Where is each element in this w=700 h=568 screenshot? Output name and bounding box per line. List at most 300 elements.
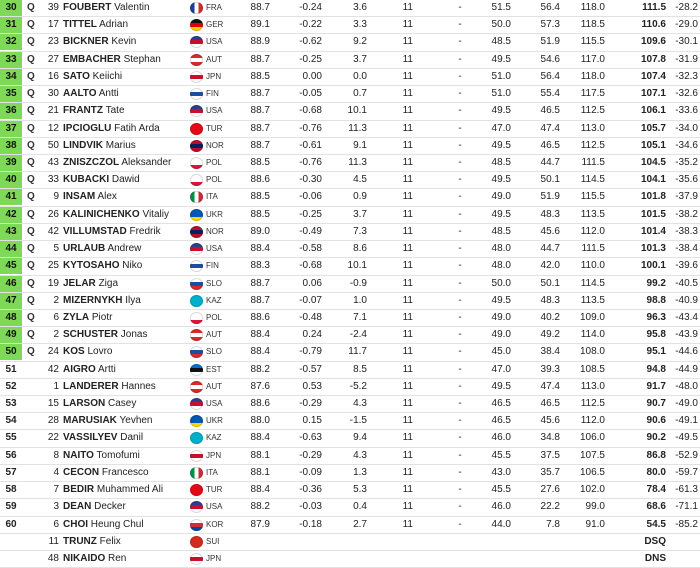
total-points: 111.5 xyxy=(642,2,666,13)
points-difference: -59.7 xyxy=(675,466,698,478)
stat-cell-c7: 57.3 xyxy=(540,19,560,31)
total-points: 104.1 xyxy=(640,174,666,186)
stat-cell-c3: 4.3 xyxy=(353,449,367,461)
stat-cell-c3: 4.5 xyxy=(353,174,367,186)
rank-cell: 32 xyxy=(0,34,22,50)
stat-cell-c2: 0.53 xyxy=(302,380,322,392)
stat-cell-c6: 49.5 xyxy=(491,53,511,65)
stat-cell-c7: 45.6 xyxy=(540,415,560,427)
athlete-firstname: Valentin xyxy=(114,2,150,13)
stat-cell-c3: 0.4 xyxy=(353,501,367,513)
stat-cell-c6: 47.0 xyxy=(491,363,511,375)
stat-cell-c6: 49.5 xyxy=(491,139,511,151)
stat-cell-c1: 88.7 xyxy=(250,122,270,134)
athlete-surname: MIZERNYKH xyxy=(63,294,123,306)
athlete-name[interactable] xyxy=(63,52,161,68)
athlete-name[interactable] xyxy=(63,69,122,85)
points-difference: -29.0 xyxy=(675,19,698,31)
stat-cell-c6: 50.0 xyxy=(491,277,511,289)
athlete-name[interactable] xyxy=(63,310,112,326)
stat-cell-c5: - xyxy=(458,174,462,186)
bib-cell: 21 xyxy=(47,105,59,117)
stat-cell-c5: - xyxy=(458,156,462,168)
table-row[interactable] xyxy=(0,34,700,51)
qualified-mark: Q xyxy=(27,191,35,203)
stat-cell-c8: 115.5 xyxy=(580,191,605,203)
athlete-surname: ZYLA xyxy=(63,311,90,323)
total-points: 101.8 xyxy=(640,191,666,203)
total-points: 94.8 xyxy=(646,363,666,375)
stat-cell-c5: - xyxy=(458,70,462,82)
athlete-name[interactable] xyxy=(63,189,117,205)
stat-cell-c5: - xyxy=(458,449,462,461)
nation-code: KAZ xyxy=(206,295,222,305)
table-row[interactable] xyxy=(0,482,700,499)
table-row[interactable] xyxy=(0,241,700,258)
table-row[interactable] xyxy=(0,0,700,17)
stat-cell-c5: - xyxy=(458,380,462,392)
stat-cell-c7: 35.7 xyxy=(540,466,560,478)
table-row[interactable] xyxy=(0,224,700,241)
stat-cell-c1: 88.7 xyxy=(250,2,270,13)
table-row[interactable] xyxy=(0,310,700,327)
rank-cell xyxy=(0,534,22,550)
athlete-name[interactable] xyxy=(63,327,147,343)
stat-cell-c8: 102.0 xyxy=(579,484,605,496)
stat-cell-c7: 44.7 xyxy=(540,156,560,168)
stat-cell-c7: 34.8 xyxy=(540,432,560,444)
stat-cell-c6: 45.5 xyxy=(491,484,511,496)
stat-cell-c3: 5.3 xyxy=(353,484,367,496)
stat-cell-c4: 11 xyxy=(402,139,413,151)
stat-cell-c7: 40.2 xyxy=(540,311,560,323)
athlete-name[interactable] xyxy=(63,34,136,50)
stat-cell-c2: -0.09 xyxy=(299,466,322,478)
athlete-firstname: Fredrik xyxy=(129,225,161,237)
athlete-firstname: Hannes xyxy=(121,380,156,392)
points-difference: -48.0 xyxy=(675,380,698,392)
table-row[interactable] xyxy=(0,396,700,413)
athlete-surname: NAITO xyxy=(63,449,94,461)
stat-cell-c7: 47.4 xyxy=(540,122,560,134)
bib-cell: 26 xyxy=(47,208,59,220)
rank-cell: 41 xyxy=(0,189,22,205)
points-difference: -43.9 xyxy=(675,329,698,341)
nation-code: UKR xyxy=(206,416,223,426)
rank-cell xyxy=(0,551,22,567)
stat-cell-c4: 11 xyxy=(402,225,413,237)
stat-cell-c4: 11 xyxy=(402,105,413,117)
athlete-name[interactable] xyxy=(63,430,143,446)
points-difference: -43.4 xyxy=(675,311,698,323)
table-row[interactable] xyxy=(0,499,700,516)
stat-cell-c1: 88.6 xyxy=(250,174,270,186)
stat-cell-c2 xyxy=(282,551,322,567)
athlete-name[interactable] xyxy=(63,86,119,102)
bib-cell: 30 xyxy=(47,88,59,100)
stat-cell-c6: 47.0 xyxy=(491,122,511,134)
points-difference: -34.6 xyxy=(675,139,698,151)
athlete-surname: NIKAIDO xyxy=(63,553,106,564)
table-row[interactable] xyxy=(0,69,700,86)
stat-cell-c4: 11 xyxy=(402,122,413,134)
flag-icon xyxy=(190,467,203,479)
nation-code: POL xyxy=(206,312,223,322)
stat-cell-c5: - xyxy=(458,432,462,444)
stat-cell-c2: -0.30 xyxy=(299,174,322,186)
stat-cell-c7: 51.9 xyxy=(540,191,560,203)
nation-code: POL xyxy=(206,175,223,185)
table-row[interactable] xyxy=(0,207,700,224)
points-difference: -33.6 xyxy=(675,105,698,117)
athlete-firstname: Casey xyxy=(108,398,137,410)
stat-cell-c6: 49.5 xyxy=(491,105,511,117)
stat-cell-c5: - xyxy=(458,398,462,410)
total-points: 101.5 xyxy=(640,208,666,220)
athlete-surname: EMBACHER xyxy=(63,53,121,65)
rank-cell: 40 xyxy=(0,172,22,188)
total-points: 101.4 xyxy=(640,225,666,237)
rank-cell: 54 xyxy=(5,415,17,427)
table-row[interactable] xyxy=(0,413,700,430)
athlete-name[interactable] xyxy=(63,499,126,515)
total-points: 78.4 xyxy=(646,484,666,496)
stat-cell-c5: - xyxy=(458,484,462,496)
stat-cell-c2: 0.06 xyxy=(302,277,322,289)
athlete-name[interactable] xyxy=(63,379,156,395)
rank-cell: 33 xyxy=(0,52,22,68)
table-row[interactable] xyxy=(0,534,700,551)
athlete-name[interactable] xyxy=(63,224,161,240)
athlete-name[interactable] xyxy=(63,344,112,360)
stat-cell-c4: 11 xyxy=(402,277,413,289)
table-row[interactable] xyxy=(0,293,700,310)
rank-cell: 37 xyxy=(0,121,22,137)
stat-cell-c3: 8.5 xyxy=(353,363,367,375)
nation-code: EST xyxy=(206,364,222,374)
flag-icon xyxy=(190,346,203,358)
stat-cell-c2: -0.18 xyxy=(299,518,322,530)
points-difference: -61.3 xyxy=(675,484,698,496)
table-row[interactable] xyxy=(0,465,700,482)
stat-cell-c1 xyxy=(228,551,270,567)
stat-cell-c7: 56.4 xyxy=(540,70,560,82)
flag-icon xyxy=(190,191,203,203)
stat-cell-c8: 117.0 xyxy=(580,53,605,65)
athlete-name[interactable] xyxy=(63,121,160,137)
total-points: 80.0 xyxy=(646,466,666,478)
table-row[interactable] xyxy=(0,362,700,379)
table-row[interactable] xyxy=(0,172,700,189)
athlete-firstname: Adrian xyxy=(99,19,129,31)
stat-cell-c5: - xyxy=(458,346,462,358)
bib-cell: 17 xyxy=(47,19,59,31)
stat-cell-c8: 118.0 xyxy=(580,70,605,82)
table-row[interactable] xyxy=(0,327,700,344)
athlete-firstname: Fatih Arda xyxy=(114,122,160,134)
total-points: 110.6 xyxy=(641,19,666,31)
table-row[interactable] xyxy=(0,379,700,396)
stat-cell-c4: 11 xyxy=(402,329,413,341)
bib-cell: 48 xyxy=(47,553,59,564)
athlete-name[interactable] xyxy=(63,534,121,550)
athlete-firstname: Artti xyxy=(98,363,116,375)
athlete-name[interactable] xyxy=(63,517,144,533)
stat-cell-c8: 111.5 xyxy=(581,156,605,168)
total-points: DSQ xyxy=(644,535,666,547)
stat-cell-c1: 88.6 xyxy=(250,311,270,323)
stat-cell-c2: -0.68 xyxy=(299,260,322,272)
athlete-name[interactable] xyxy=(63,155,171,171)
nation-code: SLO xyxy=(206,278,223,288)
table-row[interactable] xyxy=(0,430,700,447)
stat-cell-c7: 50.1 xyxy=(540,174,560,186)
athlete-firstname: Stephan xyxy=(123,53,161,65)
flag-icon xyxy=(190,243,203,255)
athlete-surname: AALTO xyxy=(63,88,97,100)
athlete-firstname: Alex xyxy=(97,191,117,203)
points-difference: -44.9 xyxy=(675,363,698,375)
athlete-name[interactable] xyxy=(63,207,169,223)
rank-cell: 38 xyxy=(0,138,22,154)
athlete-name[interactable] xyxy=(63,276,118,292)
athlete-surname: LARSON xyxy=(63,398,106,410)
stat-cell-c6: 49.5 xyxy=(491,208,511,220)
athlete-name[interactable] xyxy=(63,241,141,257)
athlete-name[interactable] xyxy=(63,551,126,567)
athlete-name[interactable] xyxy=(63,0,150,16)
stat-cell-c4: 11 xyxy=(402,311,413,323)
stat-cell-c6: 49.0 xyxy=(491,329,511,341)
stat-cell-c5: - xyxy=(458,208,462,220)
stat-cell-c7: 48.3 xyxy=(540,208,560,220)
athlete-surname: DEAN xyxy=(63,501,92,513)
athlete-surname: FRANTZ xyxy=(63,105,103,117)
stat-cell-c3: 10.1 xyxy=(347,105,367,117)
stat-cell-c1: 88.4 xyxy=(250,329,270,341)
stat-cell-c8: 112.0 xyxy=(580,415,605,427)
athlete-name[interactable] xyxy=(63,396,136,412)
qualified-mark: Q xyxy=(27,311,35,323)
points-difference: -52.9 xyxy=(675,449,698,461)
nation-code: NOR xyxy=(206,226,224,236)
athlete-name[interactable] xyxy=(63,293,141,309)
stat-cell-c6: 46.5 xyxy=(491,415,511,427)
bib-cell: 8 xyxy=(53,449,59,461)
stat-cell-c5: - xyxy=(458,105,462,117)
athlete-surname: BICKNER xyxy=(63,36,109,48)
athlete-surname: CECON xyxy=(63,466,100,478)
table-row[interactable] xyxy=(0,138,700,155)
flag-icon xyxy=(190,501,203,513)
stat-cell-c1: 88.7 xyxy=(250,139,270,151)
athlete-name[interactable] xyxy=(63,482,163,498)
flag-icon xyxy=(190,71,203,83)
qualified-mark: Q xyxy=(27,70,35,82)
athlete-name[interactable] xyxy=(63,448,140,464)
stat-cell-c2: -0.48 xyxy=(299,311,322,323)
total-points: DNS xyxy=(644,553,666,564)
stat-cell-c8: 109.0 xyxy=(579,311,605,323)
stat-cell-c3 xyxy=(337,534,367,550)
table-row[interactable] xyxy=(0,52,700,69)
table-row[interactable] xyxy=(0,258,700,275)
stat-cell-c4: 11 xyxy=(402,208,413,220)
stat-cell-c7: 46.5 xyxy=(540,139,560,151)
total-points: 100.1 xyxy=(640,260,666,272)
stat-cell-c5: - xyxy=(458,225,462,237)
points-difference: -35.6 xyxy=(675,174,698,186)
stat-cell-c2: -0.03 xyxy=(299,501,322,513)
nation-code: POL xyxy=(206,157,223,167)
athlete-name[interactable] xyxy=(63,103,125,119)
stat-cell-c2: -0.36 xyxy=(299,484,322,496)
table-row[interactable] xyxy=(0,517,700,534)
stat-cell-c6: 50.0 xyxy=(491,19,511,31)
bib-cell: 28 xyxy=(47,415,59,427)
total-points: 68.6 xyxy=(646,501,666,513)
stat-cell-c3: 0.7 xyxy=(353,88,367,100)
stat-cell-c3: 4.3 xyxy=(353,398,367,410)
stat-cell-c1: 88.7 xyxy=(250,294,270,306)
stat-cell-c3: 3.3 xyxy=(353,19,367,31)
table-row[interactable] xyxy=(0,103,700,120)
athlete-surname: SATO xyxy=(63,70,90,82)
nation-code: NOR xyxy=(206,140,224,150)
athlete-name[interactable] xyxy=(63,138,136,154)
athlete-firstname: Vitaliy xyxy=(142,208,169,220)
qualified-mark: Q xyxy=(27,225,35,237)
athlete-surname: KALINICHENKO xyxy=(63,208,140,220)
bib-cell: 24 xyxy=(47,346,59,358)
stat-cell-c6: 49.0 xyxy=(491,311,511,323)
stat-cell-c1: 88.5 xyxy=(250,70,270,82)
rank-cell: 50 xyxy=(0,344,22,360)
stat-cell-c6: 49.5 xyxy=(491,380,511,392)
flag-icon xyxy=(190,381,203,393)
athlete-name[interactable] xyxy=(63,17,128,33)
table-row[interactable] xyxy=(0,551,700,568)
flag-icon xyxy=(190,123,203,135)
athlete-firstname: Kevin xyxy=(111,36,137,48)
stat-cell-c2: -0.29 xyxy=(299,398,322,410)
stat-cell-c4: 11 xyxy=(402,346,413,358)
table-row[interactable] xyxy=(0,155,700,172)
table-row[interactable] xyxy=(0,86,700,103)
stat-cell-c1: 88.7 xyxy=(250,105,270,117)
stat-cell-c7: 48.3 xyxy=(540,294,560,306)
athlete-name[interactable] xyxy=(63,362,116,378)
flag-icon xyxy=(190,329,203,341)
stat-cell-c4: 11 xyxy=(402,53,413,65)
total-points: 86.8 xyxy=(646,449,666,461)
table-row[interactable] xyxy=(0,448,700,465)
stat-cell-c3: 9.4 xyxy=(353,432,367,444)
stat-cell-c7: 46.5 xyxy=(540,105,560,117)
stat-cell-c8: 114.5 xyxy=(580,174,605,186)
athlete-surname: VILLUMSTAD xyxy=(63,225,127,237)
bib-cell: 43 xyxy=(47,156,59,168)
bib-cell: 50 xyxy=(47,139,59,151)
points-difference: -44.6 xyxy=(675,346,698,358)
total-points: 107.4 xyxy=(640,70,666,82)
athlete-surname: URLAUB xyxy=(63,243,106,255)
flag-icon xyxy=(190,105,203,117)
nation-code: SUI xyxy=(206,536,220,546)
athlete-name[interactable] xyxy=(63,465,149,481)
table-row[interactable] xyxy=(0,121,700,138)
stat-cell-c4: 11 xyxy=(402,398,413,410)
athlete-name[interactable] xyxy=(63,413,153,429)
stat-cell-c2: -0.63 xyxy=(299,432,322,444)
athlete-firstname: Marius xyxy=(105,139,136,151)
flag-icon xyxy=(190,312,203,324)
table-row[interactable] xyxy=(0,344,700,361)
athlete-surname: KOS xyxy=(63,346,85,358)
stat-cell-c7 xyxy=(534,534,560,550)
rank-cell: 36 xyxy=(0,103,22,119)
athlete-name[interactable] xyxy=(63,172,140,188)
qualified-mark: Q xyxy=(27,53,35,65)
stat-cell-c8: 117.5 xyxy=(580,88,605,100)
stat-cell-c3: 1.3 xyxy=(353,466,367,478)
stat-cell-c7: 46.5 xyxy=(540,398,560,410)
qualified-mark: Q xyxy=(27,329,35,341)
stat-cell-c1: 88.4 xyxy=(250,243,270,255)
nation-code: JPN xyxy=(206,71,222,81)
stat-cell-c4 xyxy=(397,534,413,550)
bib-cell: 4 xyxy=(53,466,59,478)
stat-cell-c6: 45.0 xyxy=(491,346,511,358)
stat-cell-c2: -0.58 xyxy=(299,243,322,255)
athlete-name[interactable] xyxy=(63,258,142,274)
stat-cell-c7: 54.6 xyxy=(540,53,560,65)
stat-cell-c7: 56.4 xyxy=(540,2,560,13)
bib-cell: 6 xyxy=(53,311,59,323)
table-row[interactable] xyxy=(0,17,700,34)
athlete-surname: KUBACKI xyxy=(63,174,110,186)
table-row[interactable] xyxy=(0,189,700,206)
bib-cell: 39 xyxy=(47,2,59,13)
points-difference: -38.3 xyxy=(675,225,698,237)
athlete-surname: KYTOSAHO xyxy=(63,260,120,272)
bib-cell: 1 xyxy=(53,380,59,392)
stat-cell-c3: 8.6 xyxy=(353,243,367,255)
stat-cell-c4: 11 xyxy=(402,243,413,255)
stat-cell-c2: -0.68 xyxy=(299,105,322,117)
stat-cell-c6 xyxy=(485,551,511,567)
athlete-surname: TITTEL xyxy=(63,19,97,31)
qualified-mark: Q xyxy=(27,36,35,48)
stat-cell-c8: 107.5 xyxy=(579,449,605,461)
athlete-surname: INSAM xyxy=(63,191,96,203)
stat-cell-c7: 42.0 xyxy=(540,260,560,272)
stat-cell-c1: 88.2 xyxy=(250,363,270,375)
stat-cell-c1: 88.0 xyxy=(250,415,270,427)
nation-code: TUR xyxy=(206,485,223,495)
qualified-mark: Q xyxy=(27,88,35,100)
table-row[interactable] xyxy=(0,276,700,293)
stat-cell-c3: 3.7 xyxy=(353,208,367,220)
stat-cell-c5: - xyxy=(458,277,462,289)
stat-cell-c3: 1.0 xyxy=(353,294,367,306)
stat-cell-c4: 11 xyxy=(402,449,413,461)
total-points: 90.7 xyxy=(646,398,666,410)
stat-cell-c8: 106.0 xyxy=(579,432,605,444)
rank-cell: 34 xyxy=(0,69,22,85)
rank-cell: 48 xyxy=(0,310,22,326)
stat-cell-c4: 11 xyxy=(402,191,413,203)
